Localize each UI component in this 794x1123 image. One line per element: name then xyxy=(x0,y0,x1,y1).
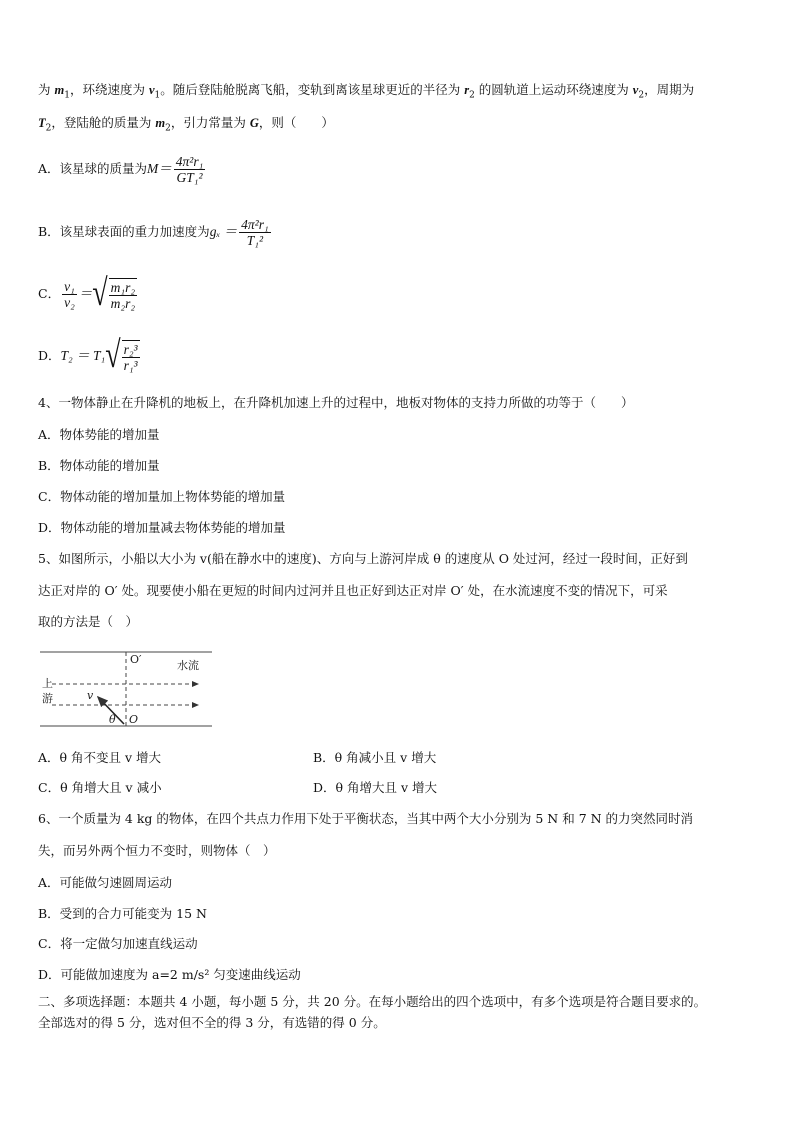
fraction xyxy=(122,340,140,373)
river-diagram xyxy=(38,647,214,733)
q5-option-d: D．θ 角增大且 v 增大 xyxy=(313,780,438,795)
symbol-sub: 1 xyxy=(154,90,161,101)
label-o-prime: O′ xyxy=(130,653,142,666)
label-upstream-1: 上 xyxy=(42,677,53,690)
radical-sign: √ xyxy=(105,334,121,377)
symbol-r2: r xyxy=(464,83,470,97)
section-2-instructions-line-1: 二、多项选择题：本题共 4 小题，每小题 5 分，共 20 分。在每小题给出的四个选项中，有多个选项是符合题目要求的。 xyxy=(38,994,707,1009)
q6-stem-line-1: 6、一个质量为 4 kg 的物体，在四个共点力作用下处于平衡状态，当其中两个大小分别为 5 N 和 7 N 的力突然同时消 xyxy=(38,811,694,826)
q3-option-a xyxy=(38,152,207,186)
fraction-numerator: r₂³ xyxy=(123,341,138,357)
q3-text: ，周期为 xyxy=(644,82,695,97)
q6-option-c: C．将一定做匀加速直线运动 xyxy=(38,936,198,951)
section-2-instructions-line-2: 全部选对的得 5 分，选对但不全的得 3 分，有选错的得 0 分。 xyxy=(38,1015,386,1030)
q6-option-a: A．可能做匀速圆周运动 xyxy=(38,875,173,890)
symbol-T2: T xyxy=(38,116,46,130)
equals-sign: ＝ xyxy=(78,286,93,301)
square-root xyxy=(92,272,139,315)
label-o: O xyxy=(129,713,139,726)
q5-stem-line-3: 取的方法是（ ） xyxy=(38,614,139,629)
formula-lhs: M＝ xyxy=(147,161,172,176)
formula-lhs: T₂ ＝ T₁ xyxy=(60,348,106,363)
option-label: C． xyxy=(38,286,61,301)
label-upstream-2: 游 xyxy=(42,692,53,705)
q5-option-a: A．θ 角不变且 v 增大 xyxy=(38,750,162,765)
q3-option-b xyxy=(38,215,273,249)
q3-option-c xyxy=(38,272,139,315)
symbol-sub: 2 xyxy=(469,90,475,101)
symbol-m1: m xyxy=(54,83,65,97)
symbol-m2: m xyxy=(155,116,166,130)
q3-text: 。随后登陆舱脱离飞船，变轨到离该星球更近的半径为 xyxy=(160,82,465,97)
fraction-denominator: GT₁² xyxy=(176,169,203,185)
q3-option-d xyxy=(38,336,142,376)
q3-stem-line-1 xyxy=(38,81,694,105)
fraction xyxy=(62,279,77,310)
radical-sign: √ xyxy=(92,272,108,315)
q4-option-a: A．物体势能的增加量 xyxy=(38,427,160,442)
fraction xyxy=(109,278,137,311)
square-root xyxy=(105,334,141,377)
option-label: D． xyxy=(38,348,61,363)
river-diagram-svg xyxy=(38,647,214,733)
symbol-sub: 2 xyxy=(165,123,171,134)
label-v: v xyxy=(87,689,94,702)
q4-option-d: D．物体动能的增加量减去物体势能的增加量 xyxy=(38,520,286,535)
fraction-denominator: m₂r₂ xyxy=(110,295,136,311)
q3-text: ，引力常量为 xyxy=(170,115,250,130)
symbol-G: G xyxy=(249,116,259,130)
q6-option-b: B．受到的合力可能变为 15 N xyxy=(38,906,207,921)
q6-stem-line-2: 失，而另外两个恒力不变时，则物体（ ） xyxy=(38,843,276,858)
q5-option-b: B．θ 角减小且 v 增大 xyxy=(313,750,437,765)
q3-text: ，登陆舱的质量为 xyxy=(51,115,156,130)
q4-option-b: B．物体动能的增加量 xyxy=(38,458,160,473)
formula-lhs: gₓ ＝ xyxy=(209,224,238,239)
fraction-denominator: v₂ xyxy=(64,294,75,310)
q4-option-c: C．物体动能的增加量加上物体势能的增加量 xyxy=(38,489,286,504)
q3-stem-line-2 xyxy=(38,114,334,138)
q3-text: 为 xyxy=(38,82,55,97)
q4-stem: 4、一物体静止在升降机的地板上，在升降机加速上升的过程中，地板对物体的支持力所做的功等于（ ） xyxy=(38,395,634,410)
symbol-sub: 1 xyxy=(64,90,70,101)
symbol-v1: v xyxy=(148,83,155,97)
q6-option-d: D．可能做加速度为 a=2 m/s² 匀变速曲线运动 xyxy=(38,967,301,982)
fraction-numerator: v₁ xyxy=(64,278,75,294)
q3-text: ，环绕速度为 xyxy=(69,82,149,97)
fraction-numerator: 4π²r₁ xyxy=(241,216,269,232)
option-label: B．该星球表面的重力加速度为 xyxy=(38,224,210,239)
symbol-v2: v xyxy=(632,83,639,97)
fraction-denominator: T₁² xyxy=(246,232,264,248)
q5-option-c: C．θ 角增大且 v 减小 xyxy=(38,780,162,795)
symbol-sub: 2 xyxy=(638,90,645,101)
fraction xyxy=(239,217,271,248)
fraction-numerator: m₁r₂ xyxy=(110,279,136,295)
symbol-sub: 2 xyxy=(45,123,52,134)
option-label: A．该星球的质量为 xyxy=(38,161,148,176)
q3-text: ，则（ ） xyxy=(258,115,334,130)
label-water-flow: 水流 xyxy=(177,659,199,672)
q3-text: 的圆轨道上运动环绕速度为 xyxy=(474,82,633,97)
fraction xyxy=(174,154,206,185)
q5-stem-line-1: 5、如图所示，小船以大小为 v(船在静水中的速度)、方向与上游河岸成 θ 的速度从 O 处过河，经过一段时间，正好到 xyxy=(38,551,688,566)
fraction-denominator: r₁³ xyxy=(123,357,138,373)
label-theta: θ xyxy=(109,713,116,726)
q5-stem-line-2: 达正对岸的 O′ 处。现要使小船在更短的时间内过河并且也正好到达正对岸 O′ 处，在水流速度不变的情况下，可采 xyxy=(38,583,668,598)
fraction-numerator: 4π²r₁ xyxy=(175,153,204,169)
